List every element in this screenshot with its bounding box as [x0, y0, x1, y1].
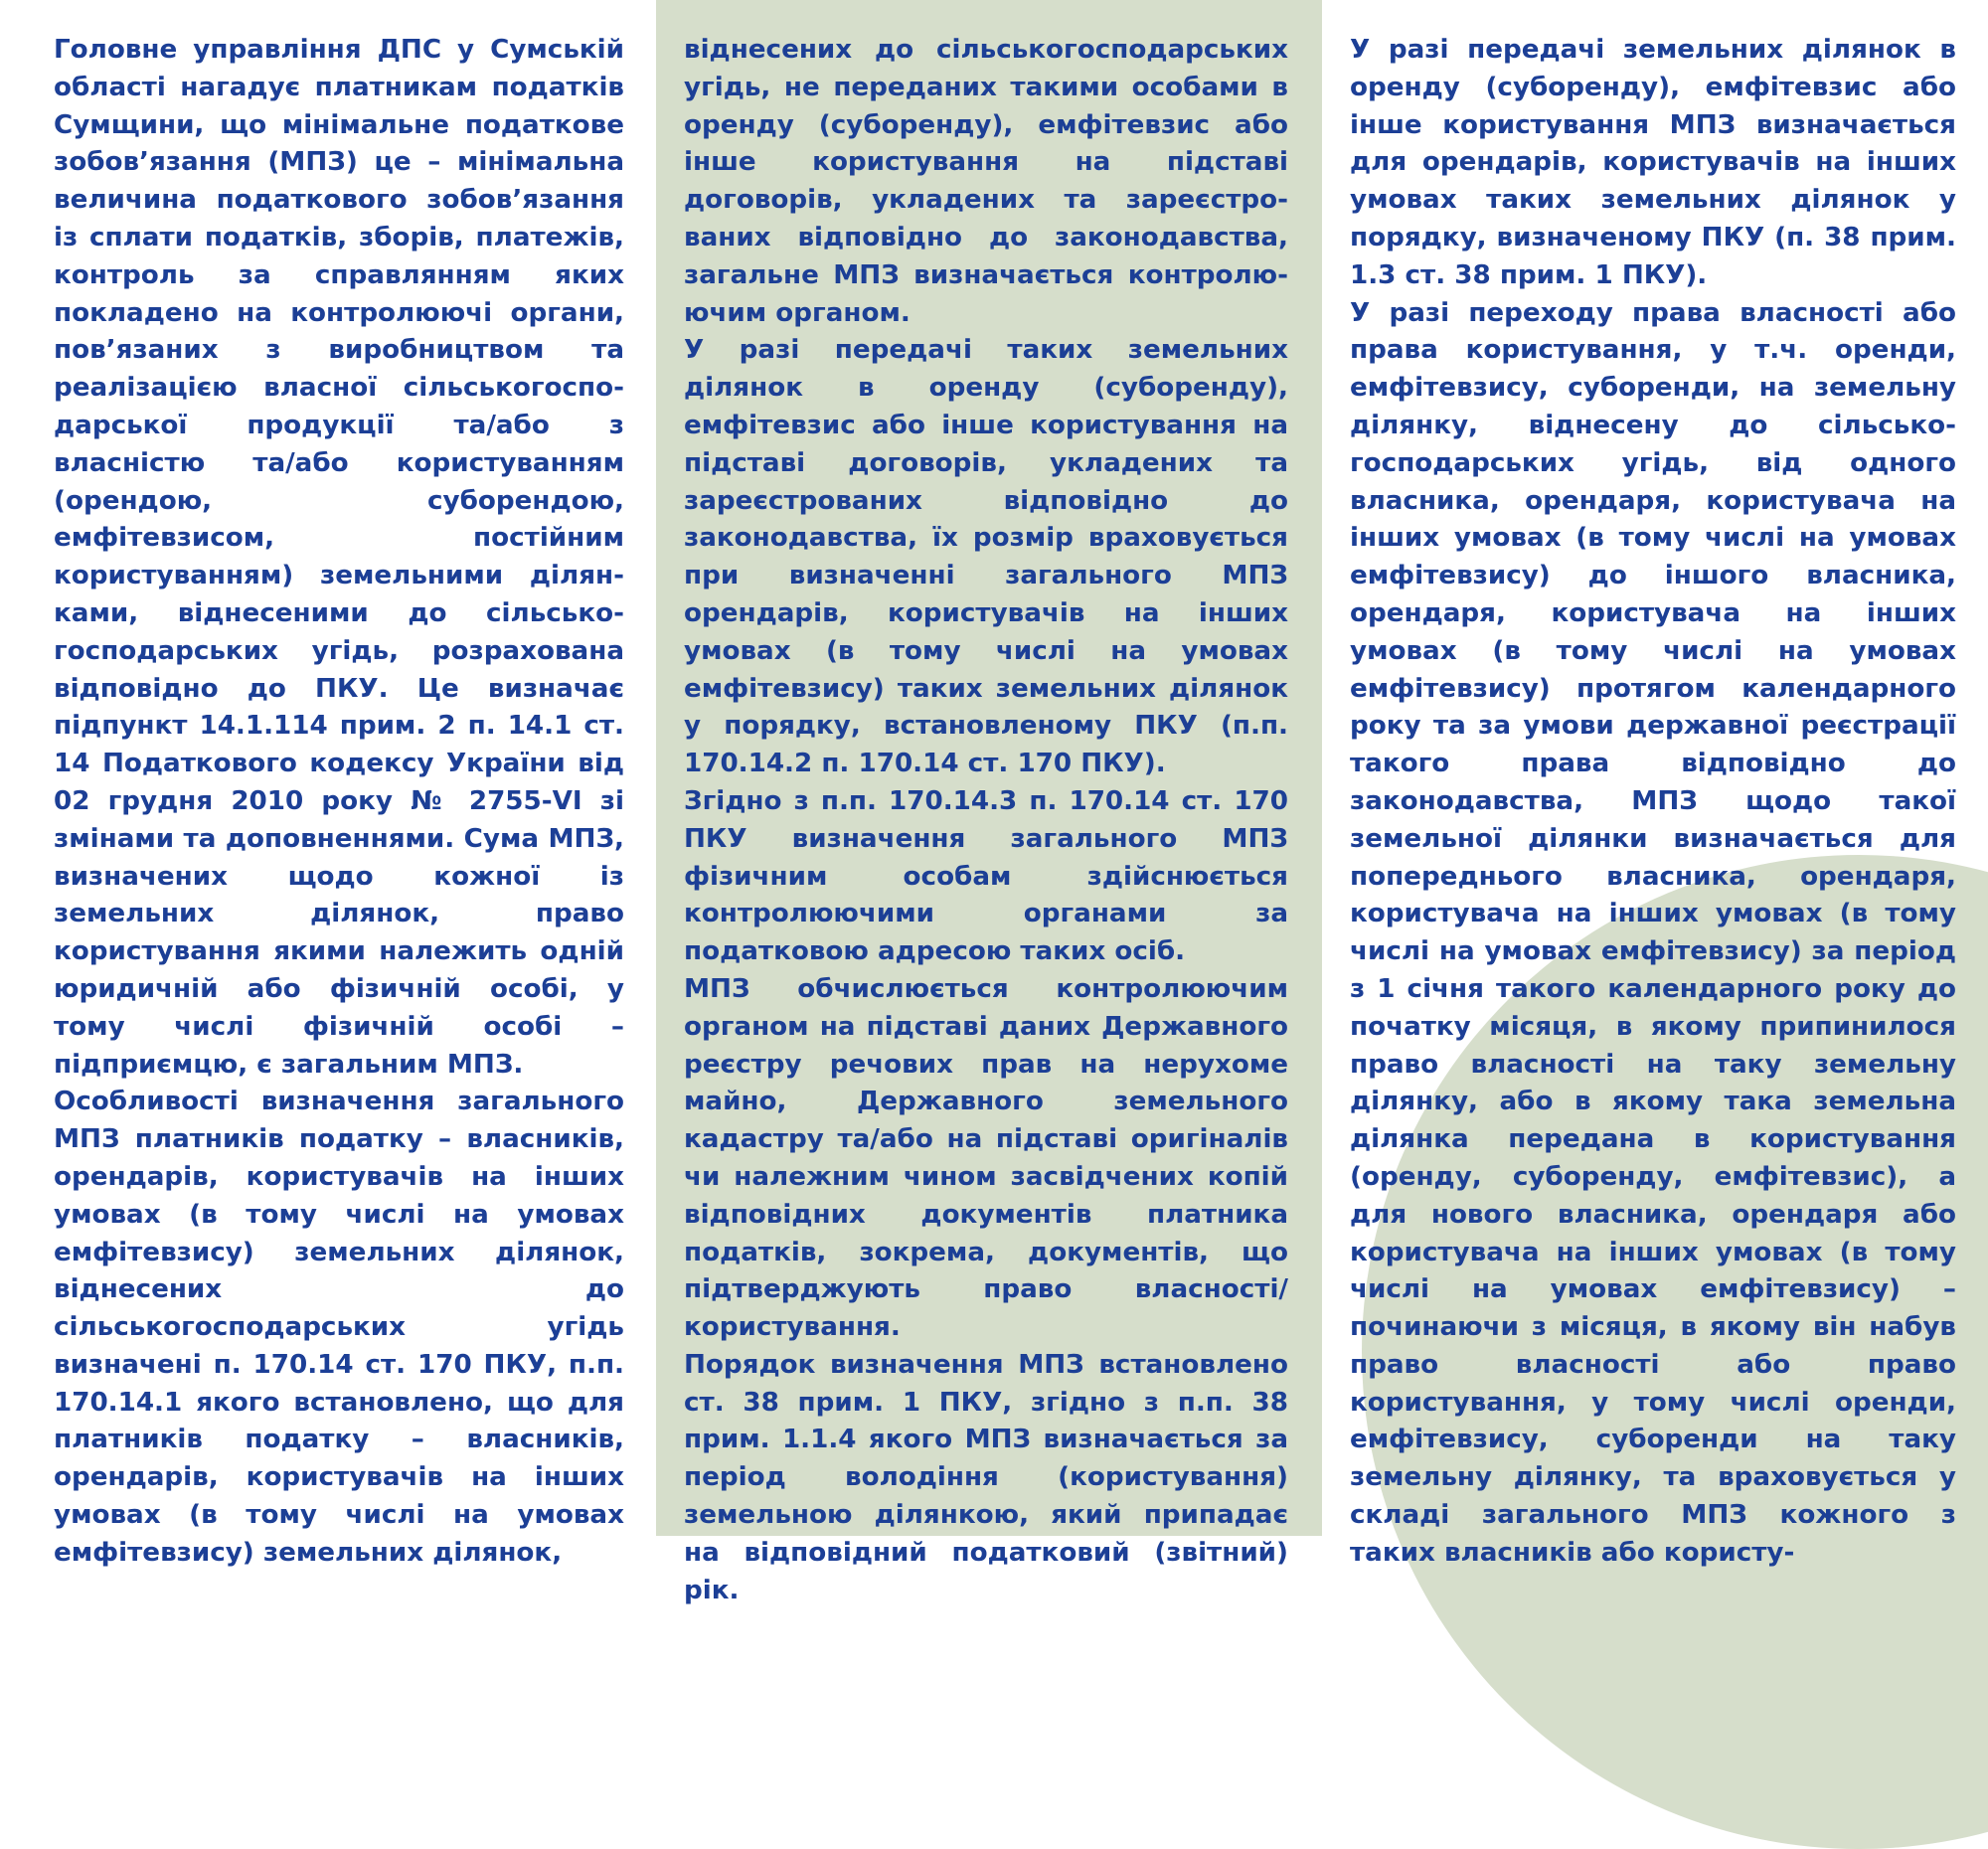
paragraph: У разі передачі таких земельних ділянок в оренду (суборенду), емфітевзис або інше користування на підставі договорів, укладених та зареєстрованих відповідно до законодавства, їх розмір враховується при визначенні загального МПЗ орендарів, користувачів на інших умовах (в тому числі на умовах емфітевзису) таких земельних ділянок у порядку, встановленому ПКУ (п.п. 170.14.2 п. 170.14 ст. 170 ПКУ).	[684, 335, 1288, 779]
text-column-left	[54, 32, 624, 1573]
paragraph: віднесених до сільськогосподарських угідь, не переданих такими особами в оренду (суборенду), емфітевзис або інше користування на підставі договорів, укладених та зареєстро-ваних відповідно до законодавства, загальне МПЗ визначається контролю-ючим органом.	[684, 35, 1288, 328]
paragraph: Особливості визначення загального МПЗ платників податку – власників, орендарів, користувачів на інших умовах (в тому числі на умовах емфітевзису) земельних ділянок, віднесених до сільськогосподарських угідь визначені п. 170.14 ст. 170 ПКУ, п.п. 170.14.1 якого встановлено, що для платників податку – власників, орендарів, користувачів на інших умовах (в тому числі на умовах емфітевзису) земельних ділянок,	[54, 1087, 624, 1568]
paragraph: У разі переходу права власності або права користування, у т.ч. оренди, емфітевзису, суборенди, на земельну ділянку, віднесену до сільськогосподарських угідь, від одного власника, орендаря, користувача на інших умовах (в тому числі на умовах емфітевзису) до іншого власника, орендаря, користувача на інших умовах (в тому числі на умовах емфітевзису) протягом календарного року та за умови державної реєстрації такого права відповідно до законодавства, МПЗ щодо такої земельної ділянки визначається для попереднього власника, орендаря, користувача на інших умовах (в тому числі на умовах емфітевзису) за період з 1 січня такого календарного року до початку місяця, в якому припинилося право власності на таку земельну ділянку, або в якому така земельна ділянка передана в користування (оренду, суборенду, емфітевзис), а для нового власника, орендаря або користувача на інших умовах (в тому числі на умовах емфітевзису) – починаючи з місяця, в якому він набув право власності або право користування, у тому числі оренди, емфітевзису, суборенди на таку земельну ділянку, та враховується у складі загального МПЗ кожного з таких власників або користу-	[1350, 297, 1956, 1568]
text-column-right	[1350, 32, 1956, 1573]
paragraph: Порядок визначення МПЗ встановлено ст. 38 прим. 1 ПКУ, згідно з п.п. 38 прим. 1.1.4 якого МПЗ визначається за період володіння (користування) земельною ділянкою, який припадає на відповідний податковий (звітний) рік.	[684, 1349, 1288, 1605]
text-column-middle	[684, 32, 1288, 1609]
paragraph: Головне управління ДПС у Сумській області нагадує платникам податків Сумщини, що мінімальне податкове зобов’язання (МПЗ) це – мінімальна величина податкового зобов’язання із сплати податків, зборів, платежів, контроль за справлянням яких покладено на контролюючі органи, пов’язаних з виробництвом та реалізацією власної сільськогосподарської продукції та/або з власністю та/або користуванням (орендою, суборендою, емфітевзисом, постійним користуванням) земельними ділянками, віднесеними до сільськогосподарських угідь, розрахована відповідно до ПКУ. Це визначає підпункт 14.1.114 прим. 2 п. 14.1 ст. 14 Податкового кодексу України від 02 грудня 2010 року № 2755-VI зі змінами та доповненнями. Сума МПЗ, визначених щодо кожної із земельних ділянок, право користування якими належить одній юридичній або фізичній особі, у тому числі фізичній особі – підприємцю, є загальним МПЗ.	[54, 35, 624, 1080]
paragraph: МПЗ обчислюється контролюючим органом на підставі даних Державного реєстру речових прав на нерухоме майно, Державного земельного кадастру та/або на підставі оригіналів чи належним чином засвідчених копій відповідних документів платника податків, зокрема, документів, що підтверджують право власності/користування.	[684, 973, 1288, 1343]
paragraph: У разі передачі земельних ділянок в оренду (суборенду), емфітевзис або інше користування МПЗ визначається для орендарів, користувачів на інших умовах таких земельних ділянок у порядку, визначеному ПКУ (п. 38 прим. 1.3 ст. 38 прим. 1 ПКУ).	[1350, 35, 1956, 290]
paragraph: Згідно з п.п. 170.14.3 п. 170.14 ст. 170 ПКУ визначення загального МПЗ фізичним особам здійснюється контролюючими органами за податковою адресою таких осіб.	[684, 785, 1288, 967]
